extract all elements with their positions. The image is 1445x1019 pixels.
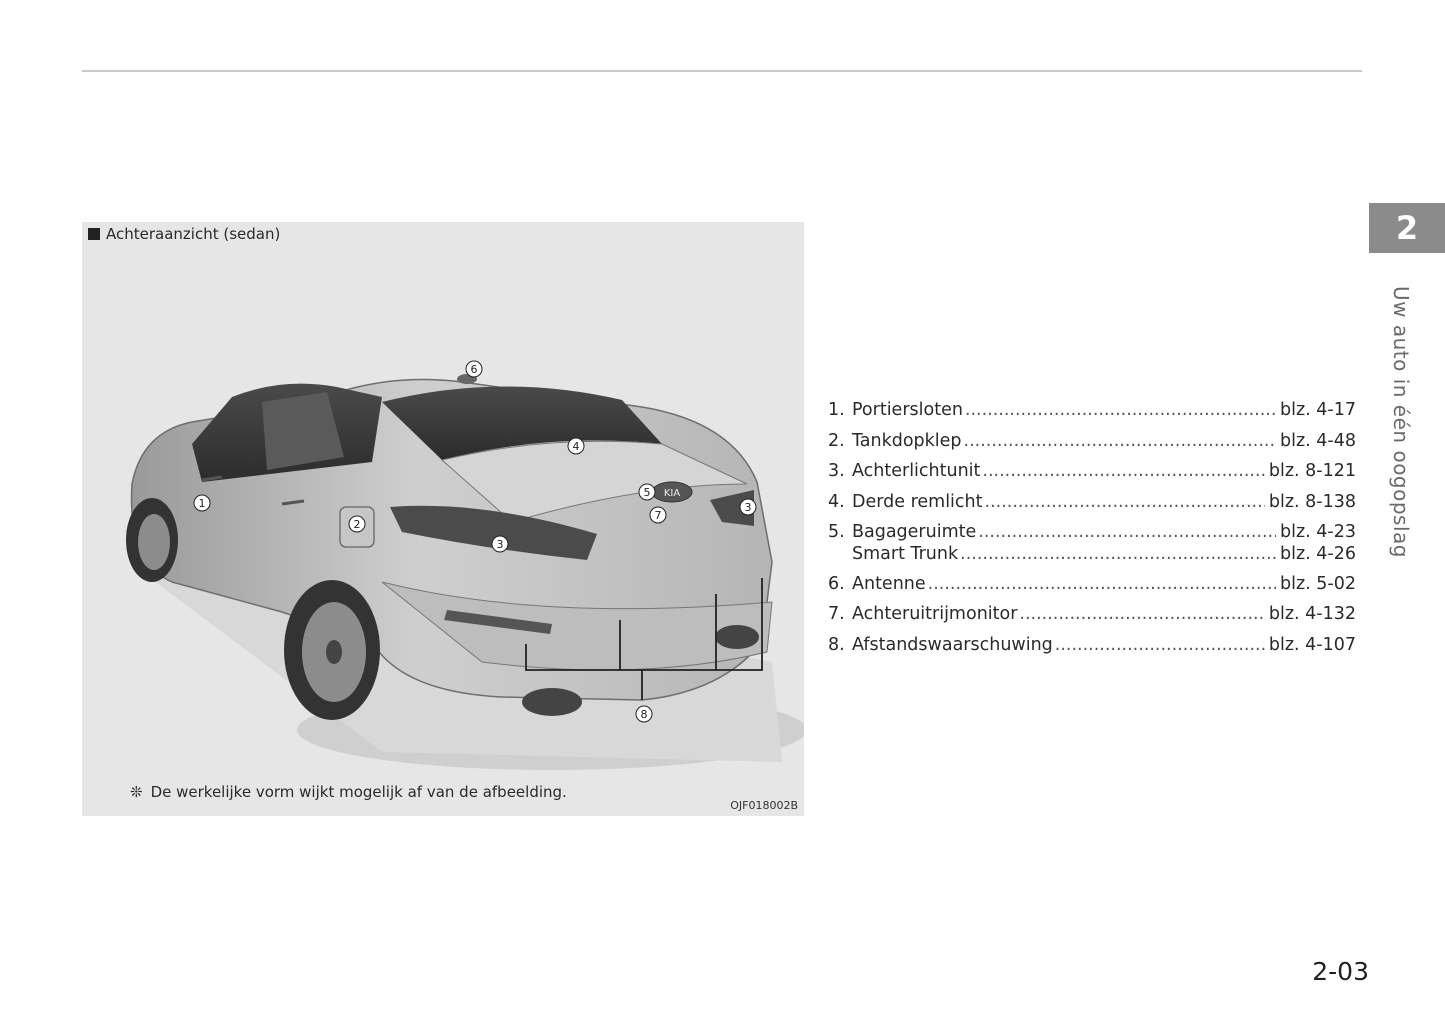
callout-2 bbox=[349, 516, 365, 532]
legend-ref: blz. 8-121 bbox=[1268, 461, 1356, 481]
square-bullet-icon bbox=[88, 228, 100, 240]
badge-text: KIA bbox=[663, 488, 681, 499]
legend-ref: blz. 4-48 bbox=[1280, 430, 1356, 451]
legend-label: Achteruitrijmonitor bbox=[852, 604, 1018, 624]
legend-num: 3. bbox=[828, 461, 845, 481]
figure-title bbox=[88, 225, 280, 243]
chapter-title: Uw auto in één oogopslag bbox=[1389, 286, 1413, 558]
legend-item bbox=[828, 431, 1356, 462]
legend-label: Achterlichtunit bbox=[852, 461, 981, 481]
car-rear-illustration bbox=[82, 222, 804, 816]
chapter-tab bbox=[1369, 203, 1445, 253]
callout-8-text: 8 bbox=[640, 708, 648, 721]
legend-ref: blz. 4-107 bbox=[1268, 634, 1356, 655]
top-rule bbox=[82, 70, 1362, 72]
figure-code: OJF018002B bbox=[730, 799, 798, 812]
callout-8 bbox=[636, 706, 652, 722]
legend-ref: blz. 4-132 bbox=[1268, 604, 1356, 624]
callout-7 bbox=[650, 507, 666, 523]
chapter-number: 2 bbox=[1395, 209, 1419, 247]
legend-item bbox=[828, 461, 1356, 492]
note-symbol: ❊ bbox=[130, 783, 143, 801]
callout-3b bbox=[740, 499, 756, 515]
callout-5 bbox=[639, 484, 655, 500]
legend-ref: blz. 5-02 bbox=[1280, 573, 1356, 594]
legend-label: Antenne bbox=[852, 573, 926, 594]
callout-5-text: 5 bbox=[643, 486, 651, 499]
callout-1-text: 1 bbox=[198, 497, 206, 510]
legend-ref: blz. 4-23 bbox=[1280, 522, 1356, 542]
legend-item bbox=[828, 544, 1356, 565]
rear-view-figure bbox=[82, 222, 804, 816]
legend-label: Bagageruimte bbox=[852, 522, 977, 542]
legend-num: 5. bbox=[828, 522, 845, 542]
legend-num: 4. bbox=[828, 491, 845, 512]
legend-ref: blz. 8-138 bbox=[1268, 491, 1356, 512]
legend-label: Derde remlicht bbox=[852, 491, 983, 512]
callout-4 bbox=[568, 438, 584, 454]
legend-label: Tankdopklep bbox=[852, 430, 962, 451]
legend-ref: blz. 4-26 bbox=[1280, 543, 1356, 564]
legend-item bbox=[828, 492, 1356, 523]
legend-item bbox=[828, 604, 1356, 635]
legend-item bbox=[828, 574, 1356, 605]
figure-note bbox=[130, 783, 567, 801]
legend-num: 1. bbox=[828, 400, 845, 420]
legend-label: Afstandswaarschuwing bbox=[852, 634, 1053, 655]
callout-4-text: 4 bbox=[572, 440, 580, 453]
callout-3b-text: 3 bbox=[744, 501, 752, 514]
callout-1 bbox=[194, 495, 210, 511]
legend-num: 6. bbox=[828, 573, 845, 594]
legend-num: 8. bbox=[828, 634, 845, 655]
legend-item bbox=[828, 635, 1356, 666]
callout-3a-text: 3 bbox=[496, 538, 504, 551]
page-number: 2-03 bbox=[1312, 957, 1369, 986]
legend-item bbox=[828, 400, 1356, 431]
legend-num: 2. bbox=[828, 430, 845, 451]
figure-note-text: De werkelijke vorm wijkt mogelijk af van de afbeelding. bbox=[150, 783, 567, 801]
legend-label: Smart Trunk bbox=[852, 543, 959, 564]
callout-6-text: 6 bbox=[470, 363, 478, 376]
legend-num: 7. bbox=[828, 604, 845, 624]
callout-3a bbox=[492, 536, 508, 552]
callout-7-text: 7 bbox=[654, 509, 662, 522]
legend-ref: blz. 4-17 bbox=[1280, 400, 1356, 420]
legend-list bbox=[828, 400, 1356, 665]
legend-label: Portiersloten bbox=[852, 400, 963, 420]
callout-6 bbox=[466, 361, 482, 377]
callout-2-text: 2 bbox=[353, 518, 361, 531]
figure-title-text: Achteraanzicht (sedan) bbox=[106, 225, 281, 243]
